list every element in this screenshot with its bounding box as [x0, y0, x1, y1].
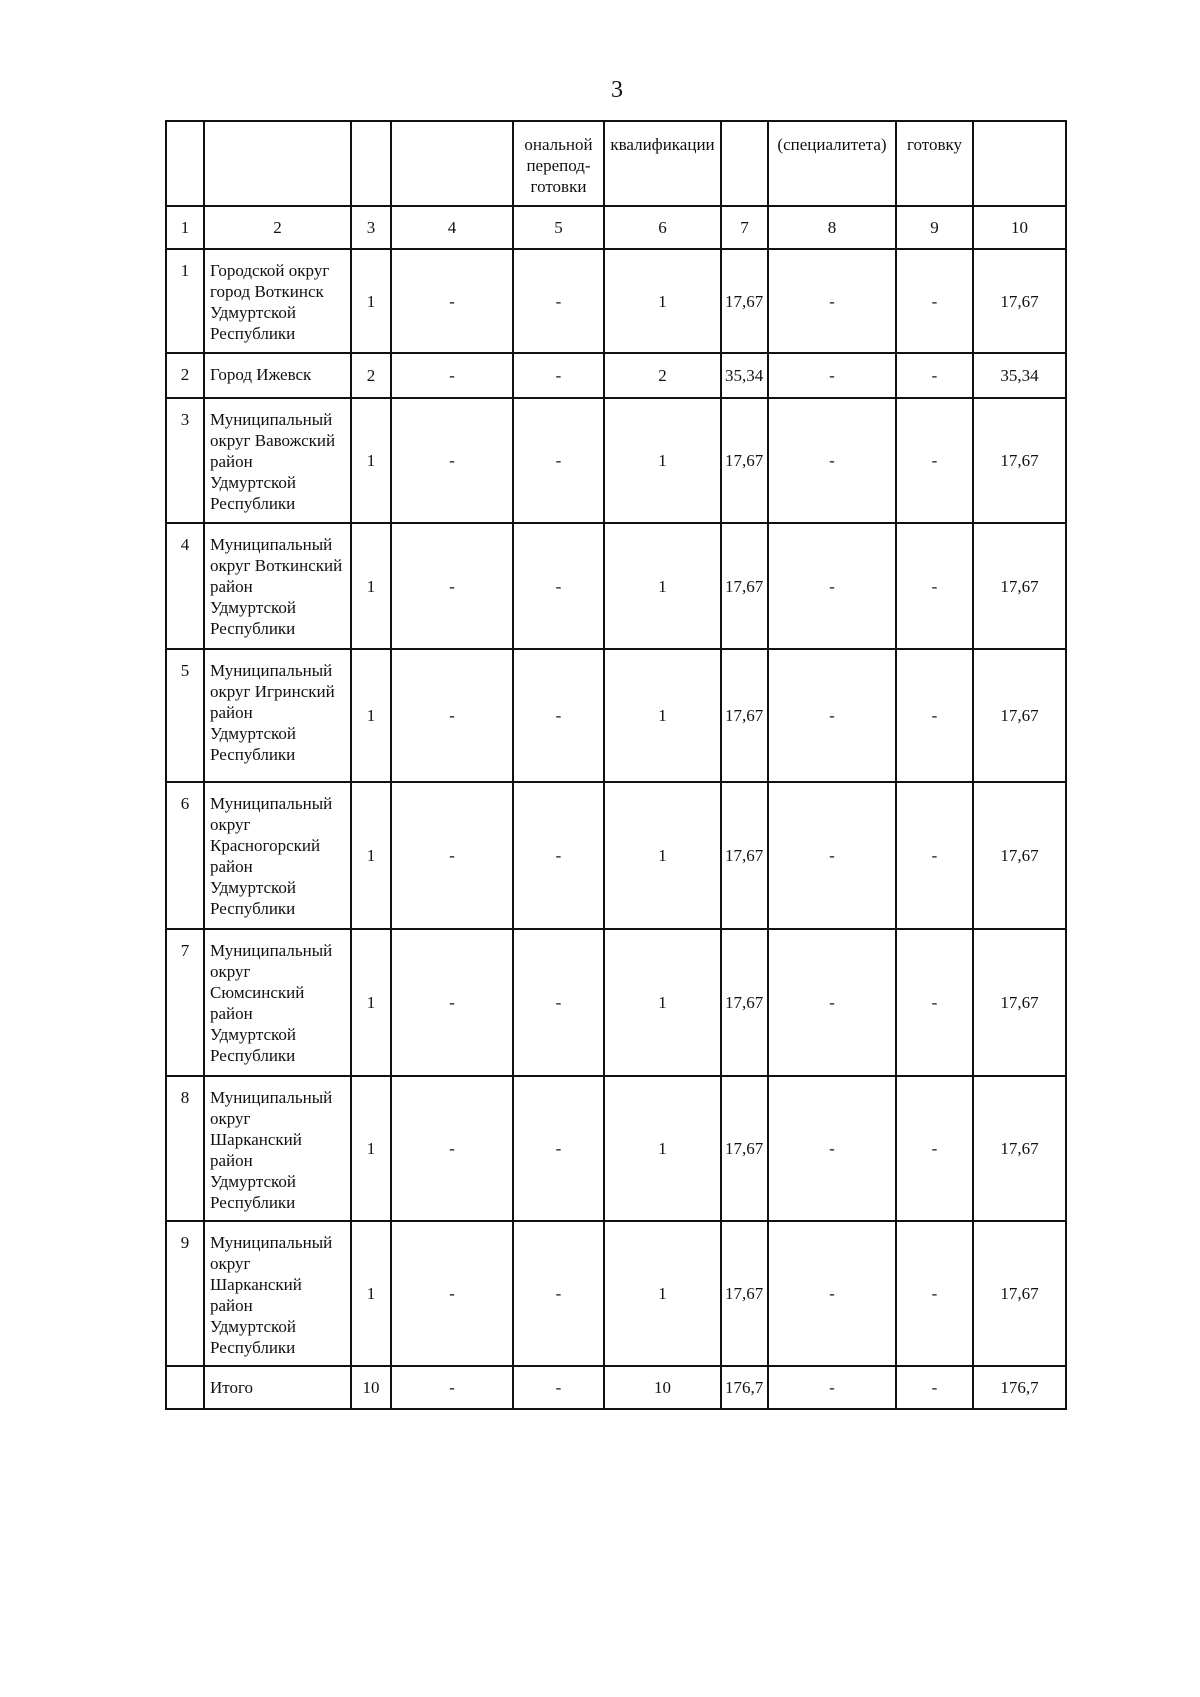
value-cell: -: [768, 353, 896, 398]
header-cell: [768, 121, 896, 206]
total-label-cell: [204, 1366, 351, 1409]
municipality-name-line: Городской округ: [210, 261, 330, 280]
value-cell: -: [896, 353, 973, 398]
row-index-cell: 7: [166, 929, 204, 1076]
value-cell: -: [513, 398, 604, 523]
value-cell: 17,67: [721, 782, 768, 929]
municipality-name-cell: [204, 398, 351, 523]
municipality-name-line: район: [210, 577, 253, 596]
value-cell: -: [896, 649, 973, 782]
municipality-name-line: город Воткинск: [210, 282, 324, 301]
municipality-name-line: округ: [210, 1254, 251, 1273]
municipality-name-line: Удмуртской: [210, 1025, 297, 1044]
value-cell: -: [896, 523, 973, 649]
municipality-name-line: Удмуртской: [210, 473, 297, 492]
value-cell: -: [391, 249, 513, 353]
header-cell: [896, 121, 973, 206]
column-number-cell: 6: [604, 206, 721, 249]
header-cell-line: (специалитета): [777, 135, 887, 154]
municipality-name-line: округ: [210, 815, 251, 834]
value-cell: 17,67: [973, 398, 1066, 523]
municipality-name-line: Муниципальный: [210, 661, 333, 680]
municipality-name-line: Шарканский: [210, 1275, 302, 1294]
header-cell: [973, 121, 1066, 206]
value-cell: -: [768, 649, 896, 782]
column-number-cell: 8: [768, 206, 896, 249]
header-cell-line: перепод-: [526, 156, 591, 175]
header-cell: [351, 121, 391, 206]
value-cell: 17,67: [721, 929, 768, 1076]
municipality-name-line: Республики: [210, 1193, 296, 1212]
value-cell: -: [768, 1366, 896, 1409]
value-cell: 1: [604, 649, 721, 782]
value-cell: -: [391, 1221, 513, 1366]
header-cell: [166, 121, 204, 206]
value-cell: -: [513, 782, 604, 929]
value-cell: 17,67: [721, 649, 768, 782]
column-number-cell: 1: [166, 206, 204, 249]
header-cell-line: готовки: [530, 177, 587, 196]
value-cell: 17,67: [973, 649, 1066, 782]
row-index-cell: 6: [166, 782, 204, 929]
value-cell: -: [513, 649, 604, 782]
value-cell: -: [896, 1366, 973, 1409]
header-cell-line: готовку: [906, 135, 963, 154]
value-cell: -: [768, 782, 896, 929]
municipality-name-line: Муниципальный: [210, 535, 333, 554]
value-cell: -: [896, 249, 973, 353]
table-row: [166, 249, 1066, 353]
value-cell: -: [768, 249, 896, 353]
row-index-cell: 4: [166, 523, 204, 649]
value-cell: 1: [604, 1221, 721, 1366]
value-cell: -: [513, 1076, 604, 1221]
value-cell: 1: [351, 929, 391, 1076]
value-cell: 176,7: [973, 1366, 1066, 1409]
municipality-name-line: округ: [210, 962, 251, 981]
table-body: [166, 121, 1066, 1409]
municipality-name-line: округ: [210, 1109, 251, 1128]
municipality-name-line: Республики: [210, 1338, 296, 1357]
municipality-name-line: округ Игринский: [210, 682, 335, 701]
municipality-name-cell: [204, 249, 351, 353]
municipality-name-line: Шарканский: [210, 1130, 302, 1149]
municipality-name-line: Муниципальный: [210, 1233, 333, 1252]
municipality-name-line: Удмуртской: [210, 598, 297, 617]
value-cell: -: [896, 1221, 973, 1366]
table-row: [166, 353, 1066, 398]
municipality-name-cell: [204, 523, 351, 649]
value-cell: 1: [604, 523, 721, 649]
value-cell: 1: [351, 1076, 391, 1221]
value-cell: 1: [351, 398, 391, 523]
value-cell: 35,34: [973, 353, 1066, 398]
value-cell: 17,67: [973, 1076, 1066, 1221]
municipality-name-line: Республики: [210, 899, 296, 918]
value-cell: 1: [604, 249, 721, 353]
column-number-cell: 7: [721, 206, 768, 249]
value-cell: 17,67: [721, 1221, 768, 1366]
value-cell: -: [768, 523, 896, 649]
value-cell: 1: [604, 782, 721, 929]
value-cell: -: [768, 1221, 896, 1366]
municipality-name-line: Республики: [210, 619, 296, 638]
value-cell: 1: [351, 782, 391, 929]
value-cell: 17,67: [973, 249, 1066, 353]
value-cell: 17,67: [973, 929, 1066, 1076]
value-cell: -: [896, 782, 973, 929]
municipality-name-line: округ Вавожский: [210, 431, 336, 450]
data-table: [165, 120, 1067, 1410]
municipality-name-cell: [204, 353, 351, 398]
municipality-name-line: район: [210, 452, 253, 471]
municipality-name-line: район: [210, 1296, 253, 1315]
table-row: [166, 523, 1066, 649]
value-cell: -: [768, 398, 896, 523]
column-number-row: [166, 206, 1066, 249]
table-row: [166, 649, 1066, 782]
municipality-name-line: район: [210, 1151, 253, 1170]
municipality-name-line: Муниципальный: [210, 1088, 333, 1107]
value-cell: -: [768, 1076, 896, 1221]
municipality-name-line: район: [210, 1004, 253, 1023]
value-cell: 17,67: [973, 782, 1066, 929]
value-cell: 17,67: [721, 398, 768, 523]
value-cell: 10: [351, 1366, 391, 1409]
total-row: [166, 1366, 1066, 1409]
column-number-cell: 2: [204, 206, 351, 249]
municipality-name-line: Муниципальный: [210, 410, 333, 429]
value-cell: -: [513, 249, 604, 353]
page-number: 3: [611, 77, 623, 103]
header-cell: [391, 121, 513, 206]
column-number-cell: 5: [513, 206, 604, 249]
value-cell: -: [391, 353, 513, 398]
row-index-cell: 3: [166, 398, 204, 523]
municipality-name-line: Удмуртской: [210, 724, 297, 743]
value-cell: -: [391, 649, 513, 782]
value-cell: 1: [351, 523, 391, 649]
value-cell: 2: [604, 353, 721, 398]
municipality-name-cell: [204, 1076, 351, 1221]
value-cell: -: [391, 1366, 513, 1409]
total-label: Итого: [210, 1378, 254, 1397]
table-row: [166, 1221, 1066, 1366]
column-number-cell: 3: [351, 206, 391, 249]
value-cell: 17,67: [973, 1221, 1066, 1366]
value-cell: -: [513, 1366, 604, 1409]
value-cell: -: [896, 929, 973, 1076]
municipality-name-line: Муниципальный: [210, 941, 333, 960]
municipality-name-line: Республики: [210, 745, 296, 764]
value-cell: 17,67: [721, 249, 768, 353]
value-cell: -: [513, 523, 604, 649]
value-cell: 2: [351, 353, 391, 398]
row-index-cell: 5: [166, 649, 204, 782]
municipality-name-line: Город Ижевск: [210, 365, 312, 384]
value-cell: -: [513, 1221, 604, 1366]
column-number-cell: 4: [391, 206, 513, 249]
value-cell: -: [768, 929, 896, 1076]
value-cell: -: [391, 1076, 513, 1221]
municipality-name-line: Муниципальный: [210, 794, 333, 813]
value-cell: 17,67: [973, 523, 1066, 649]
header-cell-line: ональной: [524, 135, 593, 154]
value-cell: -: [896, 1076, 973, 1221]
municipality-name-line: Республики: [210, 324, 296, 343]
header-cell: [204, 121, 351, 206]
municipality-name-line: Удмуртской: [210, 878, 297, 897]
table-row: [166, 1076, 1066, 1221]
row-index-cell: 9: [166, 1221, 204, 1366]
municipality-name-cell: [204, 782, 351, 929]
municipality-name-line: Республики: [210, 1046, 296, 1065]
value-cell: 17,67: [721, 523, 768, 649]
column-number-cell: 9: [896, 206, 973, 249]
value-cell: 1: [604, 1076, 721, 1221]
value-cell: 10: [604, 1366, 721, 1409]
value-cell: -: [513, 929, 604, 1076]
header-row: [166, 121, 1066, 206]
table-row: [166, 929, 1066, 1076]
header-cell: [513, 121, 604, 206]
value-cell: 35,34: [721, 353, 768, 398]
municipality-name-cell: [204, 1221, 351, 1366]
row-index-cell: 1: [166, 249, 204, 353]
column-number-cell: 10: [973, 206, 1066, 249]
value-cell: -: [896, 398, 973, 523]
municipality-name-line: Красногорский: [210, 836, 321, 855]
municipality-name-line: район: [210, 703, 253, 722]
municipality-name-line: Удмуртской: [210, 1172, 297, 1191]
municipality-name-line: округ Воткинский: [210, 556, 343, 575]
header-cell-line: квалификации: [610, 135, 715, 154]
table-row: [166, 782, 1066, 929]
value-cell: 1: [604, 929, 721, 1076]
value-cell: 176,7: [721, 1366, 768, 1409]
municipality-name-cell: [204, 649, 351, 782]
header-cell: [721, 121, 768, 206]
value-cell: -: [391, 782, 513, 929]
value-cell: -: [391, 523, 513, 649]
municipality-name-line: район: [210, 857, 253, 876]
municipality-name-line: Республики: [210, 494, 296, 513]
value-cell: 1: [351, 249, 391, 353]
value-cell: -: [513, 353, 604, 398]
municipality-name-line: Сюмсинский: [210, 983, 305, 1002]
value-cell: -: [391, 929, 513, 1076]
value-cell: 1: [351, 1221, 391, 1366]
header-cell: [604, 121, 721, 206]
row-index-cell: 2: [166, 353, 204, 398]
value-cell: -: [391, 398, 513, 523]
value-cell: 1: [351, 649, 391, 782]
municipality-name-cell: [204, 929, 351, 1076]
value-cell: 17,67: [721, 1076, 768, 1221]
municipality-name-line: Удмуртской: [210, 303, 297, 322]
row-index-cell: [166, 1366, 204, 1409]
table-row: [166, 398, 1066, 523]
value-cell: 1: [604, 398, 721, 523]
municipality-name-line: Удмуртской: [210, 1317, 297, 1336]
row-index-cell: 8: [166, 1076, 204, 1221]
